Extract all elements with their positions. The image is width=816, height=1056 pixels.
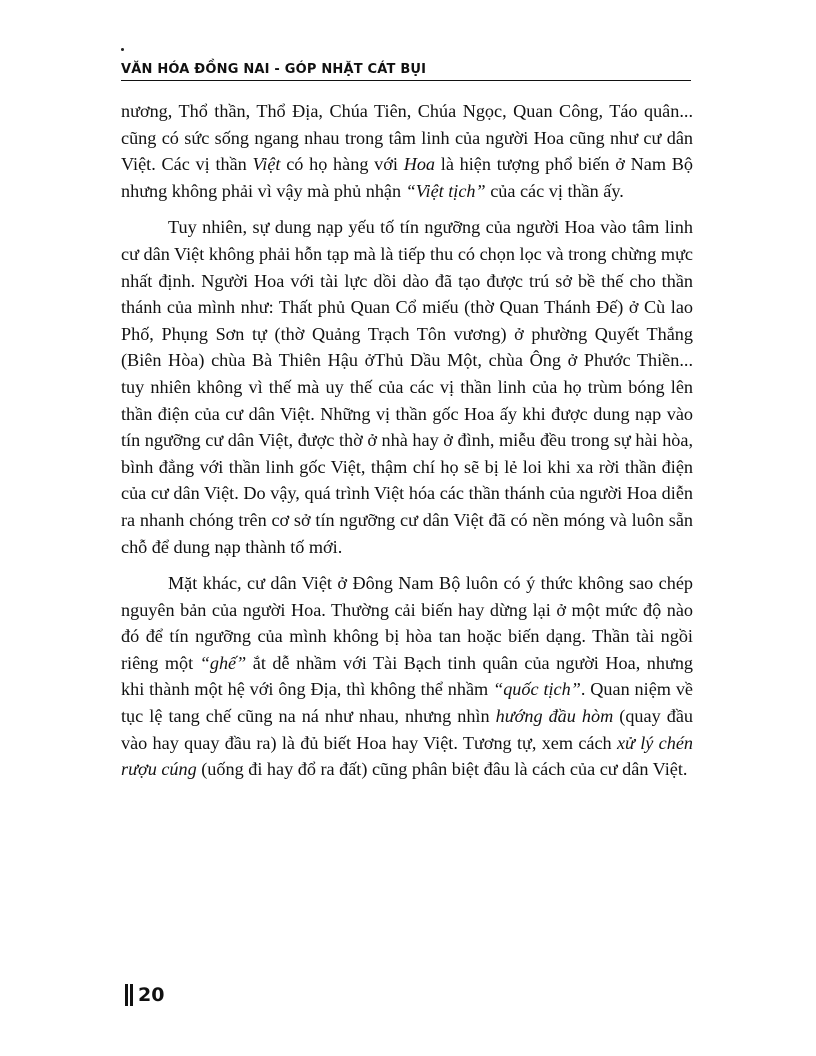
folio-bar	[130, 984, 133, 1006]
running-header: VĂN HÓA ĐỒNG NAI - GÓP NHẶT CÁT BỤI	[121, 62, 427, 77]
text-run: (quay đầu vào hay quay đầu ra) là đủ biết Hoa hay Việt. Tương tự, xem cách	[121, 706, 693, 753]
text-run: . Quan niệm về tục lệ tang chế cũng na ná như nhau, nhưng nhìn	[121, 679, 693, 727]
text-run: của các vị thần ấy.	[485, 180, 624, 201]
italic-run: “quốc tịch”	[493, 679, 581, 700]
text-run: Mặt khác, cư dân Việt ở Đông Nam Bộ luôn có ý thức không sao chép nguyên bản của người Hoa. Thường cải biến hay dừng lại ở một mức độ nào đó để tín ngưỡng của mình không bị hòa tan hoặc biến dạng. Thần tài ngồi riêng một	[121, 573, 693, 673]
paragraph	[121, 214, 693, 560]
italic-run: hướng đầu hòm	[495, 706, 614, 727]
header-rule	[121, 80, 691, 81]
italic-run: “ghế”	[199, 652, 247, 673]
page-number: 20	[138, 984, 165, 1006]
ink-dot	[121, 48, 124, 51]
paragraph	[121, 98, 693, 204]
italic-run: Hoa	[403, 154, 436, 175]
page-footer	[125, 984, 164, 1006]
text-run: Tuy nhiên, sự dung nạp yếu tố tín ngưỡng của người Hoa vào tâm linh cư dân Việt không phải hỗn tạp mà là tiếp thu có chọn lọc và trong chừng mực nhất định. Người Hoa với tài lực dồi dào đã tạo được trú sở bề thế cho thần thánh của mình như: Thất phủ Quan Cổ miếu (thờ Quan Thánh Đế) ở Cù lao Phố, Phụng Sơn tự (thờ Quảng Trạch Tôn vương) ở phường Quyết Thắng (Biên Hòa) chùa Bà Thiên Hậu ởThủ Dầu Một, chùa Ông ở Phước Thiền... tuy nhiên không vì thế mà uy thế của các vị thần linh của họ trùm bóng lên thần điện của cư dân Việt. Những vị thần gốc Hoa ấy khi được dung nạp vào tín ngưỡng cư dân Việt, được thờ ở nhà hay ở đình, miễu đều trong sự hài hòa, bình đẳng với thần linh gốc Việt, thậm chí họ sẽ bị lẻ loi khi xa rời thần điện của cư dân Việt. Do vậy, quá trình Việt hóa các thần thánh của người Hoa diễn ra nhanh chóng trên cơ sở tín ngưỡng cư dân Việt đã có nền móng và luôn sẵn chỗ để dung nạp thành tố mới.	[121, 217, 693, 557]
text-run: là hiện tượng phổ biến ở Nam Bộ nhưng không phải vì vậy mà phủ nhận	[121, 154, 693, 201]
folio-bar	[125, 984, 128, 1006]
italic-run: Việt	[252, 154, 281, 175]
text-run: nương, Thổ thần, Thổ Địa, Chúa Tiên, Chúa Ngọc, Quan Công, Táo quân... cũng có sức sống ngang nhau trong tâm linh của người Hoa cũng như cư dân Việt. Các vị thần	[121, 101, 693, 175]
italic-run: “Việt tịch”	[405, 180, 486, 201]
text-run: có họ hàng với	[280, 154, 404, 175]
body-text	[121, 98, 693, 793]
text-run: (uống đi hay đổ ra đất) cũng phân biệt đâu là cách của cư dân Việt.	[196, 759, 688, 780]
paragraph	[121, 570, 693, 783]
italic-run: xử lý chén rượu cúng	[121, 732, 693, 780]
text-run: ắt dễ nhầm với Tài Bạch tinh quân của người Hoa, nhưng khi thành một hệ với ông Địa, thì không thể nhầm	[121, 652, 694, 700]
